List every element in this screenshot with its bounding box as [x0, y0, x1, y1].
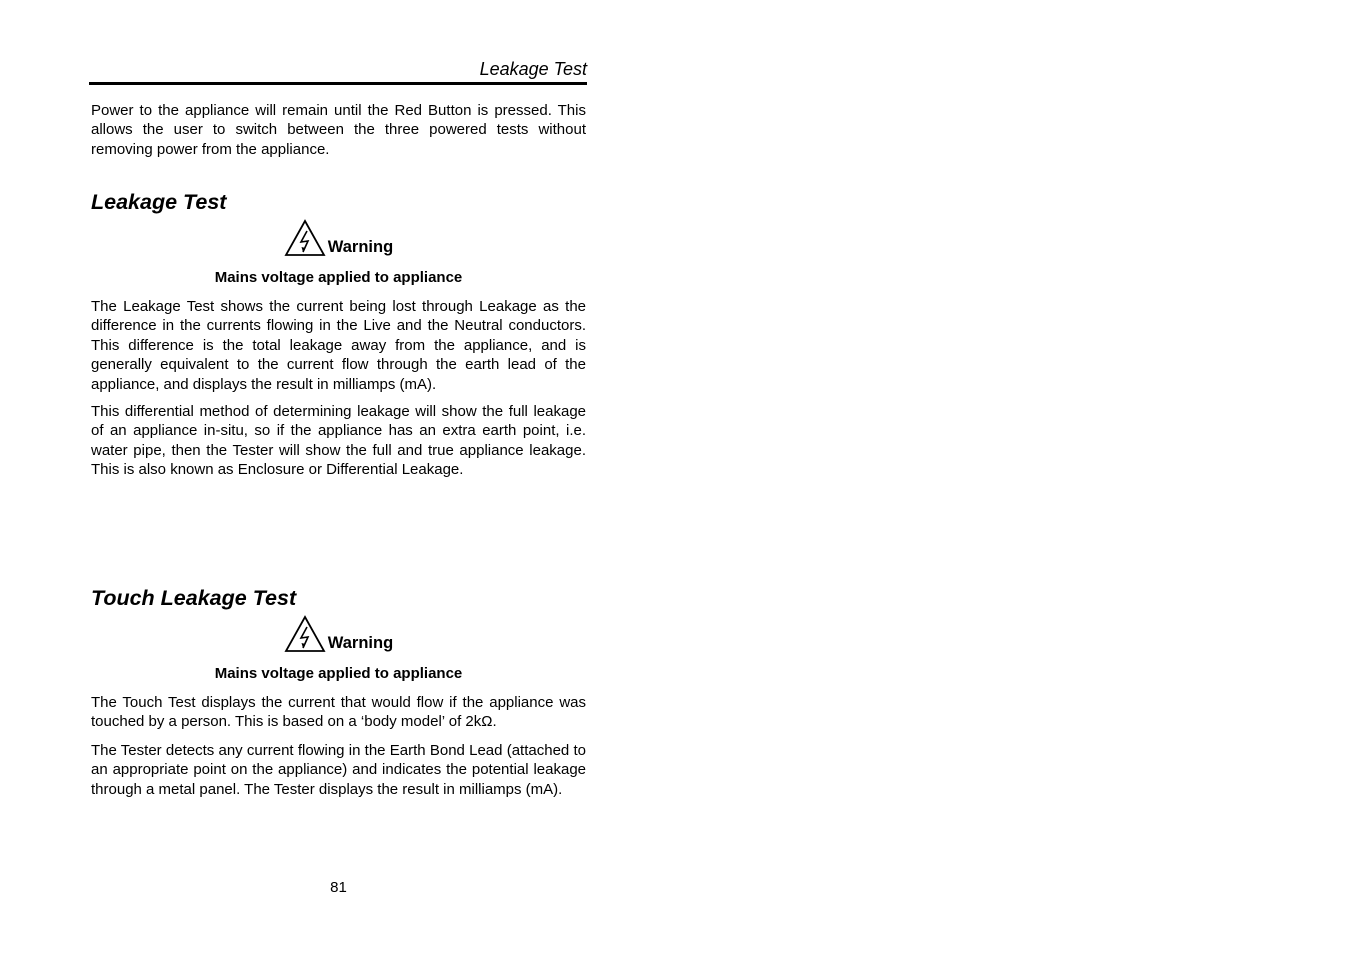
page-number: 81: [330, 879, 347, 896]
touch-warning: [91, 615, 586, 653]
high-voltage-warning-icon: [284, 219, 326, 257]
warning-subtitle: Mains voltage applied to appliance: [214, 269, 463, 286]
warning-subtitle: Mains voltage applied to appliance: [214, 665, 463, 682]
warning-label: Warning: [327, 238, 394, 256]
high-voltage-warning-icon: [284, 615, 326, 653]
touch-leakage-test-title: Touch Leakage Test: [91, 586, 297, 610]
leakage-warning: [91, 219, 586, 257]
leakage-test-title: Leakage Test: [91, 190, 227, 214]
touch-paragraph-1: The Touch Test displays the current that would flow if the appliance was touched by a person. This is based on a ‘body model’ of 2kΩ.: [91, 694, 586, 731]
intro-paragraph: Power to the appliance will remain until the Red Button is pressed. This allows the user to switch between the three powered tests without removing power from the appliance.: [91, 102, 586, 158]
touch-paragraph-2: The Tester detects any current flowing in the Earth Bond Lead (attached to an appropriate point on the appliance) and indicates the potential leakage through a metal panel. The Tester displays the result in milliamps (mA).: [91, 742, 586, 798]
running-header: Leakage Test: [89, 58, 587, 85]
leakage-paragraph-1: The Leakage Test shows the current being lost through Leakage as the difference in the currents flowing in the Live and the Neutral conductors. This difference is the total leakage away from the appliance, and is generally equivalent to the current flow through the earth lead of the appliance, and displays the result in milliamps (mA).: [91, 298, 586, 393]
leakage-paragraph-2: This differential method of determining leakage will show the full leakage of an appliance in-situ, so if the appliance has an extra earth point, i.e. water pipe, then the Tester will show the full and true appliance leakage. This is also known as Enclosure or Differential Leakage.: [91, 403, 586, 479]
warning-label: Warning: [327, 634, 394, 652]
